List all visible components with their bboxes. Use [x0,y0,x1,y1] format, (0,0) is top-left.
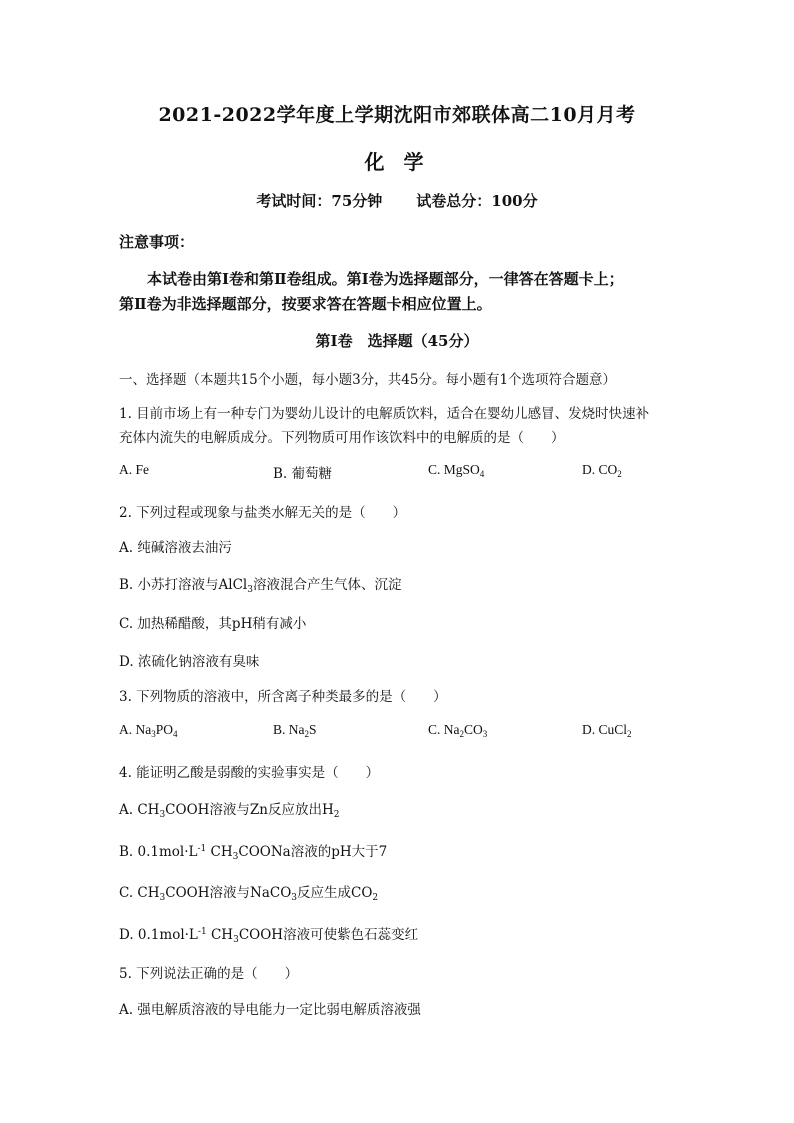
notice-label: 注意事项： [119,233,195,251]
q1-option-b: B. 葡萄糖 [273,466,333,482]
q3-option-c: C. $Na_2CO_3$ [428,722,488,739]
q5-option-a: A. 强电解质溶液的导电能力一定比弱电解质溶液强 [119,1002,421,1018]
q3-option-a: A. $Na_3PO_4$ [119,722,178,739]
notice-line-2: 第Ⅱ卷为非选择题部分，按要求答在答题卡相应位置上。 [119,295,492,313]
q4-option-a: A. $CH_3COOH$溶液与Zn反应放出$H_2$ [119,802,340,820]
q1-stem-line-1: 1. 目前市场上有一种专门为婴幼儿设计的电解质饮料，适合在婴幼儿感冒、发烧时快速补 [119,406,650,422]
q4-stem: 4. 能证明乙酸是弱酸的实验事实是（ ） [119,765,380,781]
q2-option-d: D. 浓硫化钠溶液有臭味 [119,654,260,670]
subject-title: 化 学 [364,150,430,174]
q3-stem: 3. 下列物质的溶液中，所含离子种类最多的是（ ） [119,689,447,705]
q2-option-c: C. 加热稀醋酸，其pH稍有减小 [119,616,307,632]
exam-time: 考试时间：75分钟 [256,192,383,210]
q5-stem: 5. 下列说法正确的是（ ） [119,966,299,982]
notice-line-1: 本试卷由第Ⅰ卷和第Ⅱ卷组成。第Ⅰ卷为选择题部分，一律答在答题卡上； [147,270,624,288]
q2-option-b: B. 小苏打溶液与AlCl$_3$溶液混合产生气体、沉淀 [119,577,402,595]
section-title: 第Ⅰ卷 选择题（45分） [315,332,479,350]
section-intro: 一、选择题（本题共15个小题，每小题3分，共45分。每小题有1个选项符合题意） [119,372,617,388]
q3-option-d: D. CuCl$_2$ [582,722,632,739]
q3-option-b: B. $Na_2S$ [273,722,317,739]
q1-option-c: C. MgSO$_4$ [428,462,485,479]
q1-option-d: D. $CO_2$ [582,462,622,479]
q4-option-c: C. $CH_3COOH$溶液与NaCO$_3$反应生成$CO_2$ [119,885,379,903]
q4-option-d: D. $0.1mol\cdot L^{-1}$ $CH_3COOH$溶液可使紫色石蕊变红 [119,927,419,945]
exam-info [0,190,794,211]
q1-stem-line-2: 充体内流失的电解质成分。下列物质可用作该饮料中的电解质的是（ ） [119,430,565,446]
total-score: 试卷总分：100分 [416,192,538,210]
exam-title: 2021-2022学年度上学期沈阳市郊联体高二10月月考 [158,104,636,126]
q4-option-b: B. $0.1mol\cdot L^{-1}$ $CH_3COONa$溶液的pH大于7 [119,844,388,862]
q1-option-a: A. Fe [119,462,149,477]
q2-option-a: A. 纯碱溶液去油污 [119,540,232,556]
q2-stem: 2. 下列过程或现象与盐类水解无关的是（ ） [119,505,407,521]
